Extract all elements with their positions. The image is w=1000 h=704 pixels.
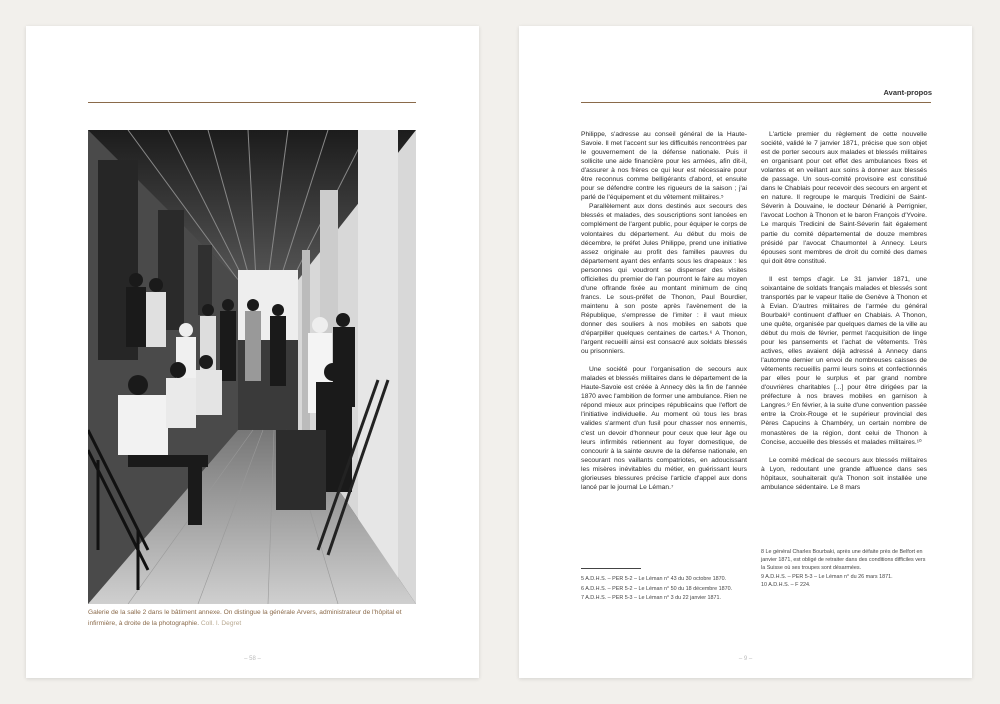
hospital-gallery-photo (88, 130, 416, 604)
right-page (519, 26, 972, 678)
paragraph: Le comité médical de secours aux blessés militaires à Lyon, redoutant une grande affluence dans ses hôpitaux, souhaiterait qu'à Thonon soit installée une ambulance sédentaire. Le 8 mars (761, 456, 927, 491)
footnotes-right (761, 548, 931, 589)
header-rule (581, 102, 931, 103)
paragraph: Philippe, s'adresse au conseil général de la Haute-Savoie. Il met l'accent sur les difficultés rencontrées par le gouvernement de la défense nationale. Puis il sollicite une aide financière pour les armées, afin dit-il, d'assurer à nos frères ce qui leur est nécessaire pour être reconnus comme belligérants d'abord, et ensuite pour se défendre contre les rigueurs de la saison ; j'ai parlé de l'équipement et du vêtement militaires.⁵ (581, 131, 747, 202)
header-rule (88, 102, 416, 103)
paragraph: Parallèlement aux dons destinés aux secours des blessés et malades, des souscriptions sont lancées en complément de l'argent public, pour équiper le corps de volontaires du département. Au début du mois de décembre, le préfet Jules Philippe, prend une initiative assez originale au profit des familles pauvres du département ayant des enfants sous les drapeaux : les personnes qui voudront se dispenser des visites officielles du premier de l'an pourront le faire au moyen d'une offrande fixée au montant minimum de cinq francs. Le sous-préfet de Thonon, Paul Bourdier, maintenu à son poste après l'avènement de la République, s'empresse de l'imiter : il vaut mieux donner des souliers à nos mobiles en sabots que d'éparpiller quelques centaines de cartes.⁶ A Thonon, l'argent recueilli ainsi est consacré aux soldats blessés ou prisonniers. (581, 203, 747, 356)
right-folio: – 9 – (738, 656, 753, 662)
photo-caption (88, 608, 418, 629)
footnotes-left (581, 575, 751, 604)
text-column-left (581, 130, 747, 492)
footnote: 7 A.D.H.S. – PER 5-3 – Le Léman n° 3 du 22 janvier 1871. (581, 595, 722, 602)
paragraph: Une société pour l'organisation de secours aux malades et blessés militaires dans le département de la Haute-Savoie est créée à Annecy dès la fin de l'année 1870 avec l'ambition de former une ambulance. Rien ne répond mieux aux principes républicains que l'effort de l'initiative individuelle. Au moment où tous les bras valides s'arment d'un fusil pour chasser nos ennemis, c'est un devoir d'honneur pour ceux que leur âge ou leurs infirmités retiennent au foyer domestique, de concourir à la sainte œuvre de la défense nationale, en secourant nos vaillants compatriotes, en adoucissant les misères inévitables du métier, en guérissant leurs glorieuses blessures précise l'article d'appel aux dons lancé par le journal Le Léman.⁷ (581, 366, 747, 491)
caption-text: Galerie de la salle 2 dans le bâtiment annexe. On distingue la générale Arvers, administrateur de l'hôpital et infirmière, à droite de la photographie. (88, 609, 402, 627)
paragraph: L'article premier du règlement de cette nouvelle société, validé le 7 janvier 1871, précise que son objet est de porter secours aux malades et blessés militaires en organisant pour cet effet des ambulances fixes et volantes et en veillant aux soins à donner aux blessés de passage. Un sous-comité provisoire est constitué dans le Chablais pour recevoir des secours en argent et en nature. Il regroupe le marquis Tredicini de Saint-Séverin à Douvaine, le docteur Dénarié à Perrignier, l'avocat Lochon à Thonon et le baron François d'Yvoire. Le marquis Tredicini de Saint-Séverin fait également partie du comité départemental de douze membres présidé par l'avocat Chaumontel à Annecy. Leurs épouses sont membres de droit du comité des dames qui doit être constitué. (761, 131, 927, 265)
footnote-rule (581, 568, 641, 569)
photo-illustration (88, 130, 416, 604)
paragraph: Il est temps d'agir. Le 31 janvier 1871, une soixantaine de soldats français malades et blessés sont transportés par le vapeur Italie de Genève à Thonon et à Evian. D'autres militaires de l'armée du général Bourbaki⁸ continuent d'affluer en Chablais. A Thonon, une quête, organisée par quelques dames de la ville au début du mois de février, permet l'acquisition de linge pour les pansements et l'achat de vêtements. Très actives, elles avaient déjà adressé à Annecy dans l'automne dernier un envoi de nombreuses caisses de vêtements recueillis parmi leurs soins et confectionnés par elles pour le surplus et par grand nombre d'ouvrières charitables [...] pour être dirigées par la préfecture à nos braves mobiles en garnison à Langres.⁹ En février, à la suite d'une convention passée entre la Croix-Rouge et le supérieur provincial des Pères Capucins à Chambéry, un certain nombre de monastères de la région, dont celui de Thonon à Concise, accueille des blessés et malades militaires.¹⁰ (761, 275, 927, 446)
running-head: Avant-propos (883, 88, 932, 97)
photo-credit: Coll. I. Degret (200, 619, 242, 627)
footnote: 6 A.D.H.S. – PER 5-2 – Le Léman n° 50 du 18 décembre 1870. (581, 585, 733, 592)
left-folio: – 58 – (244, 656, 261, 662)
left-page (26, 26, 479, 678)
footnote: 9 A.D.H.S. – PER 5-3 – Le Léman n° du 26 mars 1871. (761, 573, 893, 580)
text-column-right (761, 130, 927, 492)
footnote: 10 A.D.H.S. – F 224. (761, 581, 811, 588)
footnote: 8 Le général Charles Bourbaki, après une défaite près de Belfort en janvier 1871, est obligé de retraiter dans des conditions difficiles vers la Suisse où ses troupes sont désarmées. (761, 549, 926, 572)
footnote: 5 A.D.H.S. – PER 5-2 – Le Léman n° 43 du 30 octobre 1870. (581, 576, 727, 582)
